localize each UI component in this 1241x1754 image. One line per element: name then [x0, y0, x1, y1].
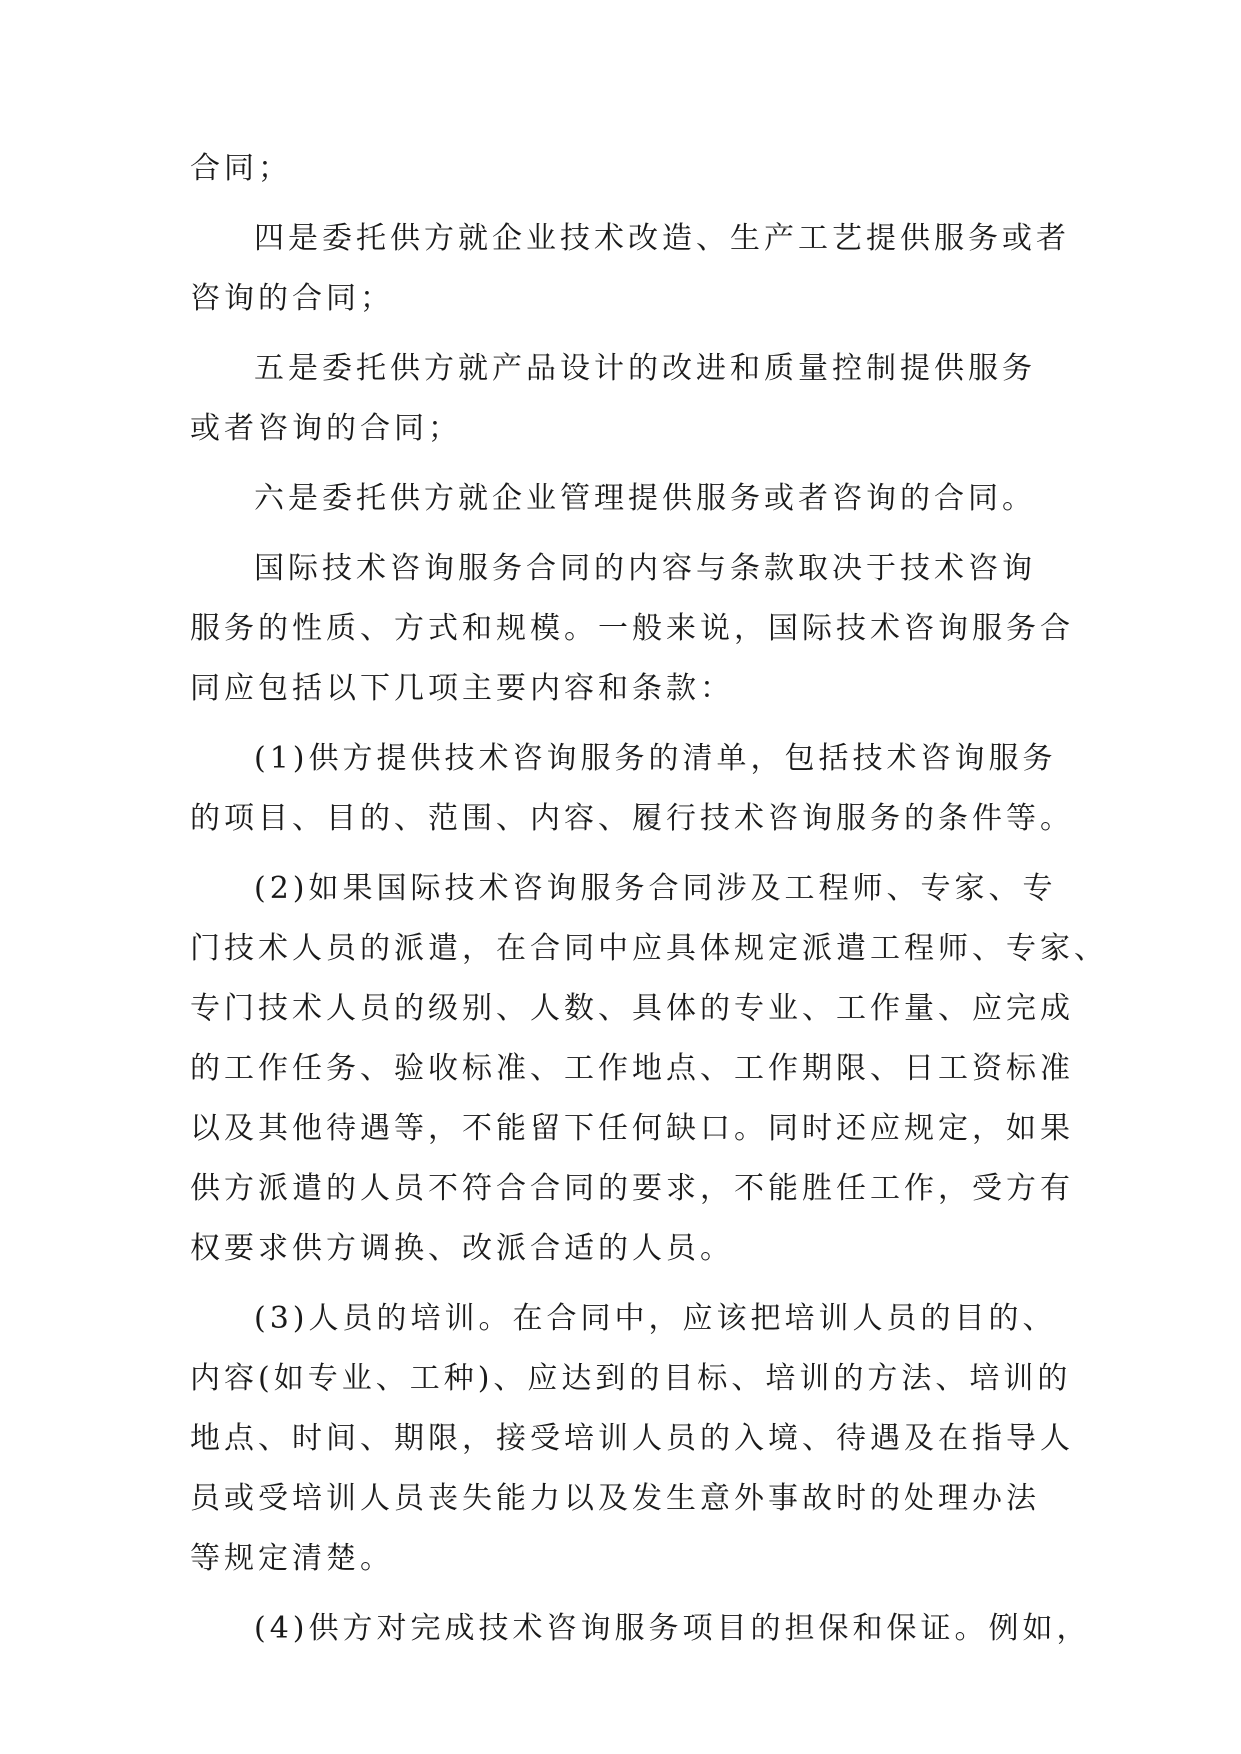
text-line: 供方派遣的人员不符合合同的要求，不能胜任工作，受方有	[190, 1171, 1074, 1206]
text-line: 或者咨询的合同；	[190, 411, 462, 446]
text-line: (4)供方对完成技术咨询服务项目的担保和保证。例如，	[254, 1611, 1091, 1646]
text-line: 咨询的合同；	[190, 281, 394, 316]
text-line: 合同；	[190, 151, 292, 186]
text-line: (3)人员的培训。在合同中，应该把培训人员的目的、	[254, 1301, 1057, 1336]
text-line: 四是委托供方就企业技术改造、生产工艺提供服务或者	[254, 221, 1070, 256]
text-line: 专门技术人员的级别、人数、具体的专业、工作量、应完成	[190, 991, 1074, 1026]
text-line: 同应包括以下几项主要内容和条款：	[190, 671, 734, 706]
text-line: 的工作任务、验收标准、工作地点、工作期限、日工资标准	[190, 1051, 1074, 1086]
text-line: 地点、时间、期限，接受培训人员的入境、待遇及在指导人	[190, 1421, 1074, 1456]
text-line: 门技术人员的派遣，在合同中应具体规定派遣工程师、专家、	[190, 931, 1108, 966]
text-line: 五是委托供方就产品设计的改进和质量控制提供服务	[254, 351, 1036, 386]
text-line: (1)供方提供技术咨询服务的清单，包括技术咨询服务	[254, 741, 1057, 776]
text-line: 权要求供方调换、改派合适的人员。	[190, 1231, 734, 1266]
text-line: 员或受培训人员丧失能力以及发生意外事故时的处理办法	[190, 1481, 1040, 1516]
text-line: (2)如果国际技术咨询服务合同涉及工程师、专家、专	[254, 871, 1057, 906]
text-line: 六是委托供方就企业管理提供服务或者咨询的合同。	[254, 481, 1036, 516]
text-line: 以及其他待遇等，不能留下任何缺口。同时还应规定，如果	[190, 1111, 1074, 1146]
text-line: 等规定清楚。	[190, 1541, 394, 1576]
text-line: 内容(如专业、工种)、应达到的目标、培训的方法、培训的	[190, 1361, 1072, 1396]
text-line: 服务的性质、方式和规模。一般来说，国际技术咨询服务合	[190, 611, 1074, 646]
document-body	[190, 150, 1108, 1648]
text-line: 国际技术咨询服务合同的内容与条款取决于技术咨询	[254, 551, 1036, 586]
text-line: 的项目、目的、范围、内容、履行技术咨询服务的条件等。	[190, 801, 1074, 836]
